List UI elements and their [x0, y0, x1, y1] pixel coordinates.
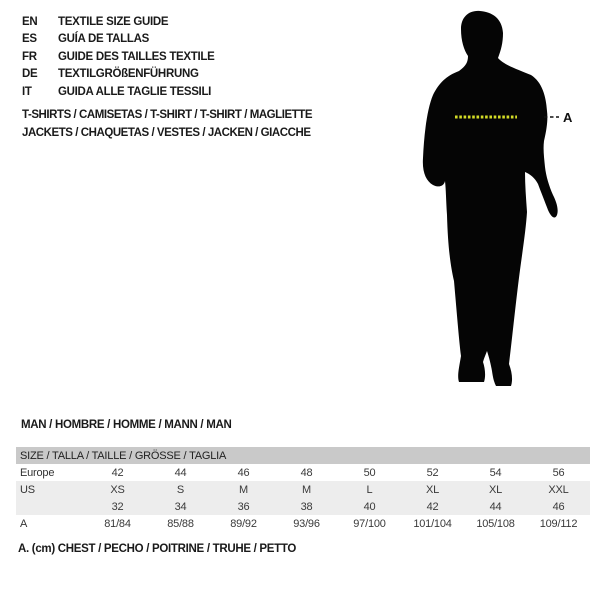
category-tshirts: T-SHIRTS / CAMISETAS / T-SHIRT / T-SHIRT / MAGLIETTE: [22, 109, 313, 121]
language-label: GUIDE DES TAILLES TEXTILE: [58, 50, 215, 63]
size-cell: 44: [174, 466, 187, 479]
language-label: TEXTILE SIZE GUIDE: [58, 15, 169, 28]
size-cell: S: [176, 483, 185, 496]
man-figure: [395, 0, 600, 410]
size-cell: 50: [363, 466, 376, 479]
size-cell: 52: [426, 466, 439, 479]
size-cell: 38: [300, 500, 313, 513]
row-label: Europe: [20, 466, 55, 479]
language-label: GUIDA ALLE TAGLIE TESSILI: [58, 85, 212, 98]
size-cell: 101/104: [413, 517, 452, 530]
measure-label-a: A: [563, 110, 573, 125]
size-cell: 56: [552, 466, 565, 479]
size-cell: 36: [237, 500, 250, 513]
size-cell: 42: [111, 466, 124, 479]
language-code: IT: [22, 85, 32, 98]
size-cell: M: [302, 483, 311, 496]
row-label: A: [20, 517, 28, 530]
language-label: GUÍA DE TALLAS: [58, 33, 149, 46]
size-table-header: SIZE / TALLA / TAILLE / GRÖSSE / TAGLIA: [16, 447, 590, 464]
size-cell: 44: [489, 500, 502, 513]
language-row: [22, 83, 215, 101]
size-cell: 105/108: [476, 517, 515, 530]
language-code: ES: [22, 33, 37, 46]
size-cell: 85/88: [167, 517, 194, 530]
language-code: FR: [22, 50, 37, 63]
table-row: [16, 498, 590, 515]
size-cell: 46: [552, 500, 565, 513]
size-cell: 40: [363, 500, 376, 513]
size-cell: 89/92: [230, 517, 257, 530]
table-row: [16, 464, 590, 481]
language-code: EN: [22, 15, 38, 28]
size-cell: 46: [237, 466, 250, 479]
size-cell: 109/112: [539, 517, 578, 530]
size-cell: 32: [111, 500, 124, 513]
man-silhouette-svg: [395, 0, 600, 410]
language-row: [22, 48, 215, 66]
size-cell: M: [239, 483, 248, 496]
language-row: [22, 66, 215, 84]
section-title: MAN / HOMBRE / HOMME / MANN / MAN: [21, 419, 232, 431]
man-silhouette: [423, 11, 558, 386]
size-cell: 97/100: [353, 517, 386, 530]
table-row: [16, 481, 590, 498]
size-cell: XL: [425, 483, 440, 496]
language-row: [22, 31, 215, 49]
size-cell: XL: [488, 483, 503, 496]
size-cell: XXL: [548, 483, 569, 496]
language-list: [22, 13, 215, 101]
size-cell: 48: [300, 466, 313, 479]
row-label: US: [20, 483, 35, 496]
size-cell: 93/96: [293, 517, 320, 530]
size-table: [16, 447, 590, 532]
size-cell: 42: [426, 500, 439, 513]
table-row: [16, 515, 590, 532]
category-list: [22, 107, 312, 142]
size-table-body: [16, 464, 590, 532]
category-jackets: JACKETS / CHAQUETAS / VESTES / JACKEN / GIACCHE: [22, 126, 311, 139]
size-cell: L: [366, 483, 373, 496]
measurement-footnote: A. (cm) CHEST / PECHO / POITRINE / TRUHE / PETTO: [18, 543, 297, 555]
size-cell: XS: [110, 483, 125, 496]
size-cell: 81/84: [104, 517, 131, 530]
language-code: DE: [22, 68, 38, 81]
language-row: [22, 13, 215, 31]
size-cell: 34: [174, 500, 187, 513]
language-label: TEXTILGRÖßENFÜHRUNG: [58, 68, 199, 81]
size-cell: 54: [489, 466, 502, 479]
